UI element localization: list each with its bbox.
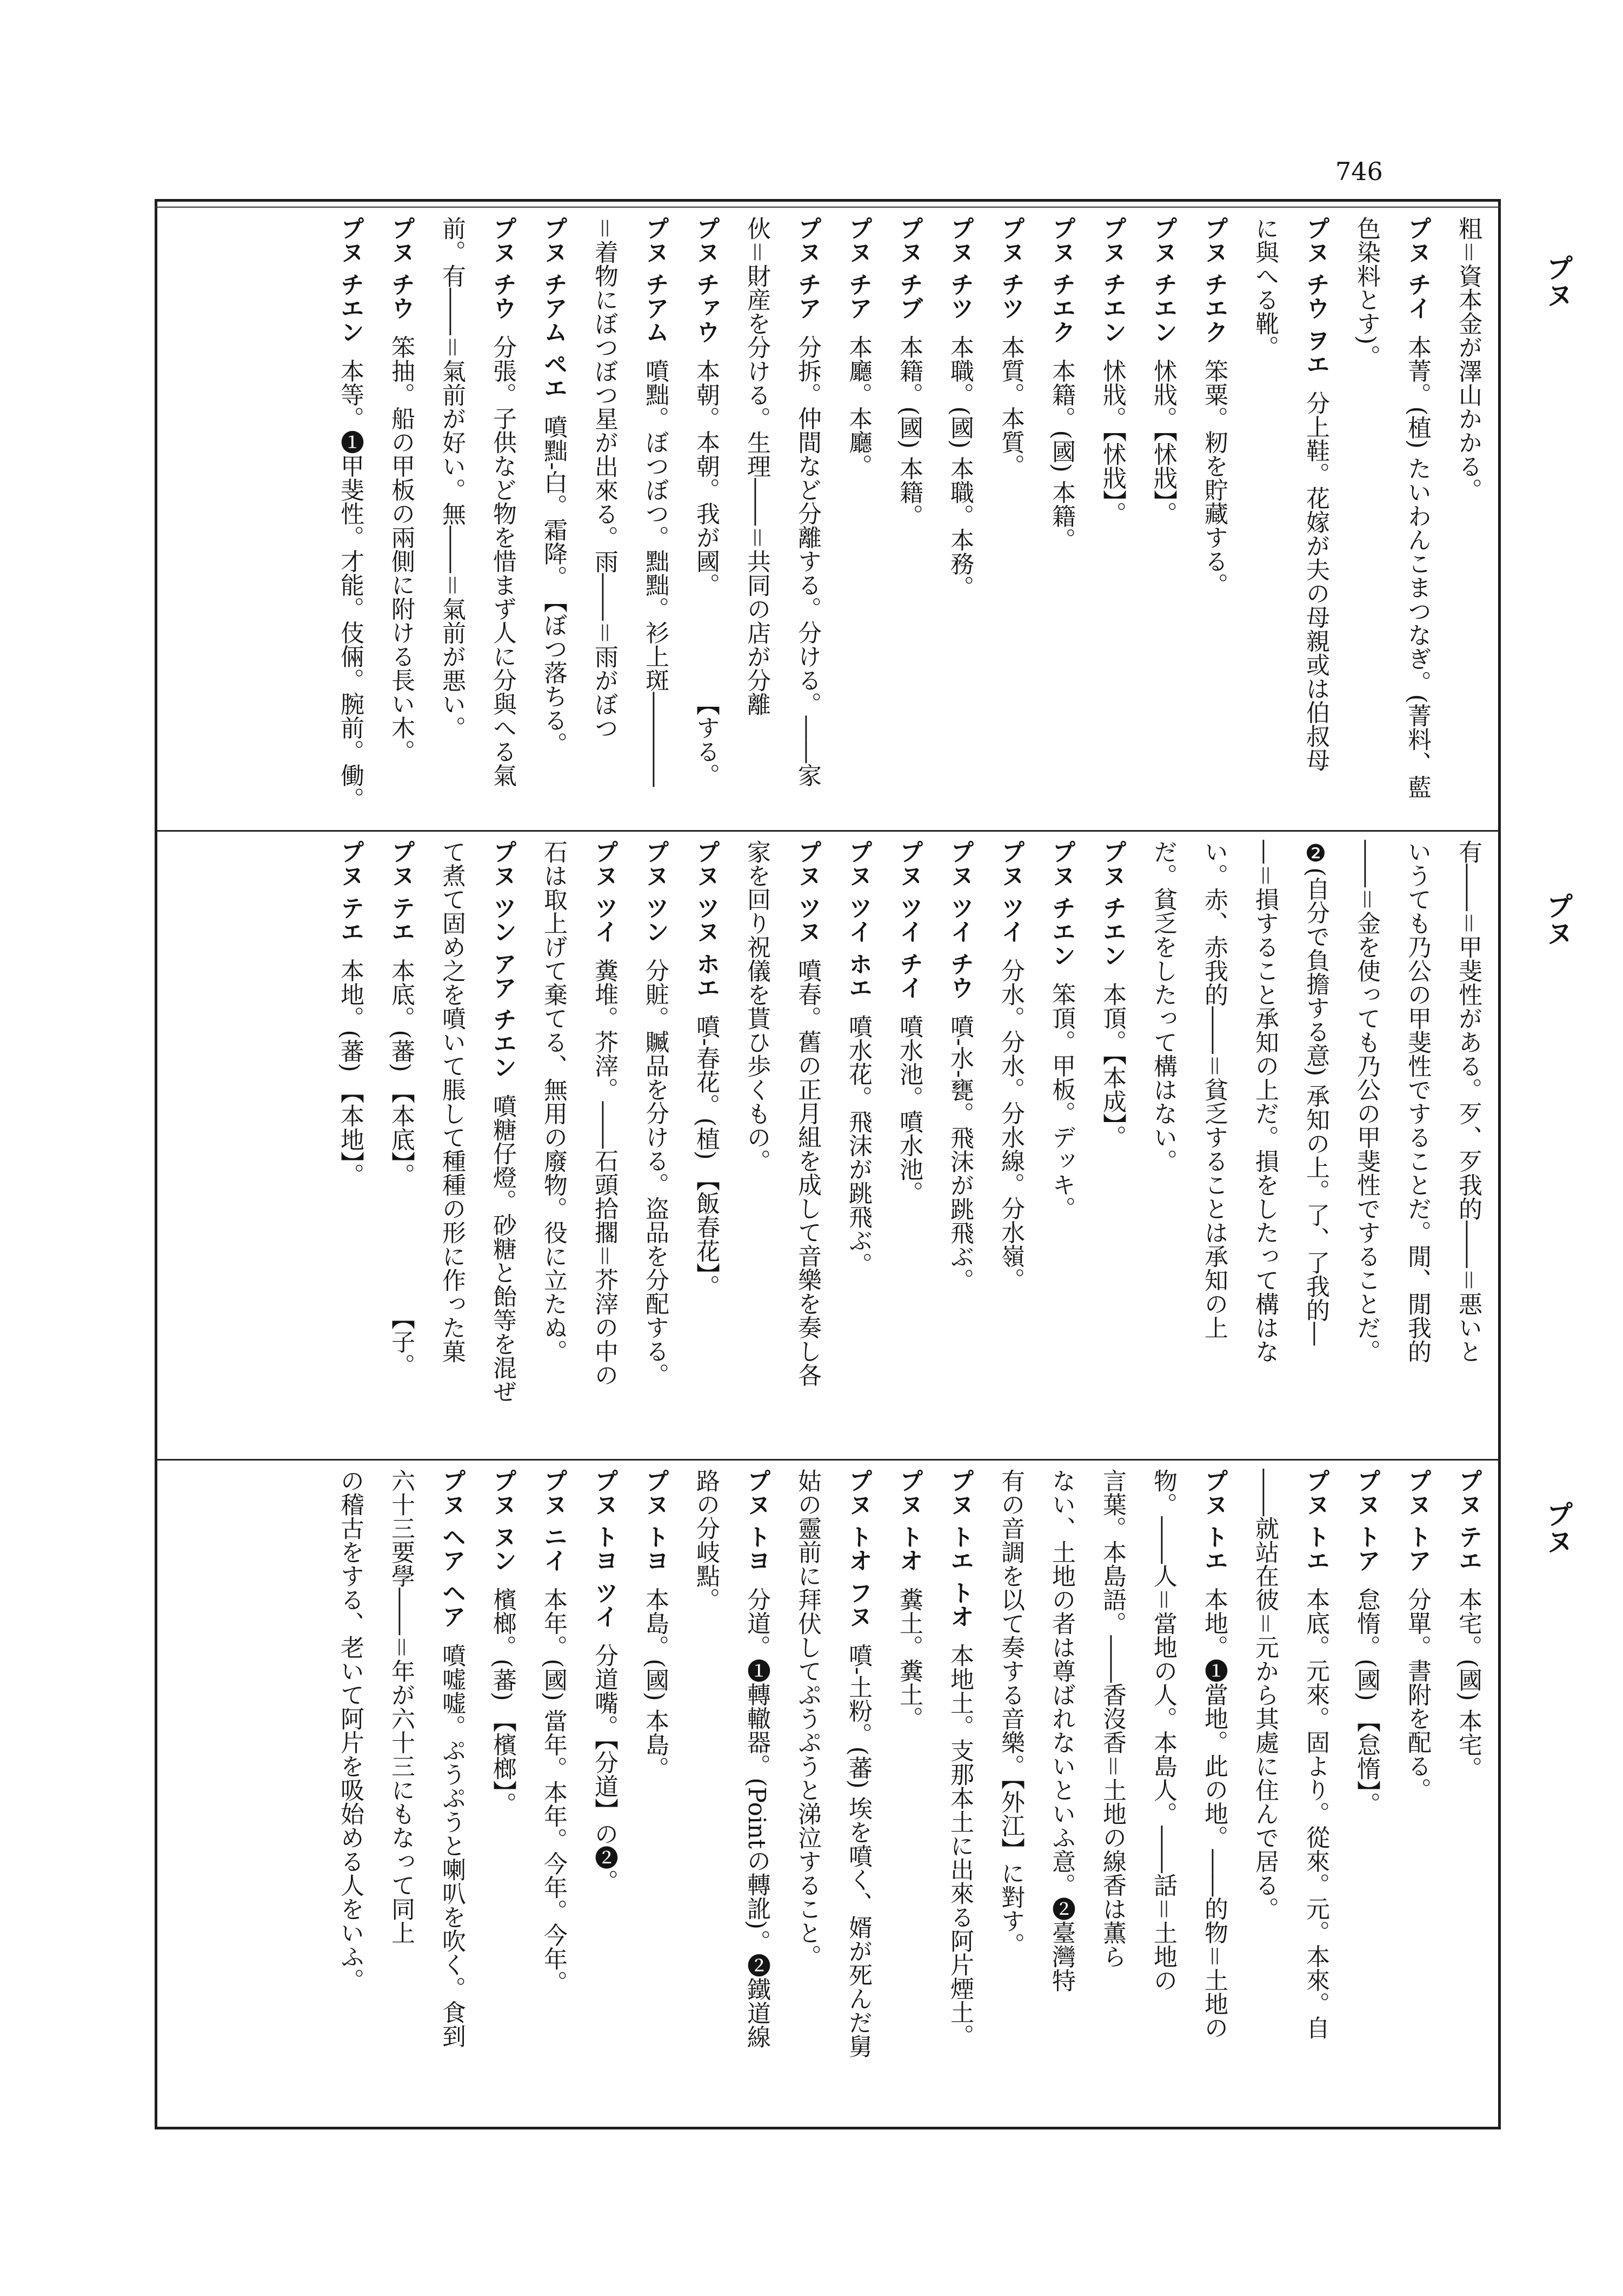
entry-headword: プヌ チウ <box>489 216 516 320</box>
dictionary-entry <box>1442 212 1493 827</box>
dictionary-entry <box>1290 212 1341 827</box>
entry-headword: プヌ ヘア ヘア <box>438 1469 465 1628</box>
entry-definition: いうても乃公の甲斐性ですることだ。閒、閒我的 <box>1404 840 1431 1363</box>
columns-bottom <box>162 1464 1493 2125</box>
entry-definition: て煮て固め之を噴いて脹して種種の形に作った菓 <box>438 840 465 1363</box>
entry-headword: プヌ チアム <box>641 216 669 344</box>
running-head-middle: プヌ <box>1542 892 1573 946</box>
entry-headword: プヌ トオ <box>895 1469 923 1572</box>
entry-headword: プヌ テエ <box>1454 1469 1482 1572</box>
entry-headword: プヌ チアム ペエ <box>540 216 567 400</box>
entry-definition: 噴嘘嘘。ぷうぷうと喇叭を吹く。食到 <box>438 1643 465 2048</box>
entry-definition: ＝着物にぼつぼつ星が出來る。雨――＝雨がぼつ <box>590 216 618 740</box>
dictionary-entry <box>1290 835 1341 1456</box>
dictionary-entry <box>629 1464 680 2125</box>
entry-definition: 分賍。贓品を分ける。盗品を分配する。 <box>641 958 669 1387</box>
entry-definition: 笨頂。甲板。デッキ。 <box>1048 982 1075 1220</box>
entry-headword: プヌ チウ <box>387 216 415 320</box>
entry-headword: プヌ チイ <box>1404 216 1431 320</box>
dictionary-entry <box>934 212 985 827</box>
dictionary-entry <box>629 835 680 1456</box>
entry-headword: プヌ トヨ <box>743 1469 770 1572</box>
entry-headword: プヌ トヨ <box>641 1469 669 1572</box>
dictionary-entry <box>680 212 731 827</box>
dictionary-entry <box>782 212 833 827</box>
dictionary-entry <box>1138 1464 1188 2125</box>
entry-definition: 本地。(蕃) 【本地】。 <box>336 958 364 1187</box>
dictionary-entry <box>375 1464 426 2125</box>
dictionary-entry <box>680 1464 731 2125</box>
dictionary-entry <box>528 835 578 1456</box>
entry-headword: プヌ ツイ チイ <box>895 840 923 999</box>
entry-headword: プヌ トヨ ツイ <box>590 1469 618 1628</box>
entry-headword: プヌ チエク <box>1048 216 1075 344</box>
band-divider-2 <box>155 1459 1501 1461</box>
entry-definition: 本宅。(國) 本宅。 <box>1454 1587 1482 1780</box>
entry-definition: 本地。❶當地。此の地。――的物＝土地の <box>1200 1587 1228 2040</box>
dictionary-entry <box>375 212 426 827</box>
entry-headword: プヌ チエク <box>1200 216 1228 344</box>
entry-definition: 路の分岐點。 <box>692 1469 720 1611</box>
dictionary-entry <box>426 1464 477 2125</box>
entry-definition: 檳榔。(蕃) 【檳榔】。 <box>489 1587 516 1816</box>
dictionary-entry <box>1442 1464 1493 2125</box>
entry-definition: 噴糖仔燈。砂糖と飴等を混ぜ <box>489 1093 516 1403</box>
dictionary-entry <box>324 835 375 1456</box>
entry-definition: ❷(自分で負擔する意) 承知の上。了、了我的― <box>1302 840 1329 1346</box>
frame-double-rule <box>155 207 1501 208</box>
entry-definition: 笨粟。籾を貯藏する。 <box>1200 359 1228 597</box>
dictionary-entry <box>1036 1464 1087 2125</box>
entry-definition: 分上鞋。花嫁が夫の母親或は伯叔母 <box>1302 390 1329 772</box>
entry-headword: プヌ ツイ <box>590 840 618 944</box>
entry-headword: プヌ トア <box>1353 1469 1380 1572</box>
dictionary-entry <box>324 1464 375 2125</box>
entry-headword: プヌ ツイ チウ <box>946 840 974 999</box>
entry-definition: 噴-土粉。(蕃) 埃を噴く、婿が死んだ舅 <box>844 1643 872 2058</box>
entry-headword: プヌ トア <box>1404 1469 1431 1572</box>
entry-definition: 本頂。【本成】。 <box>1099 982 1126 1149</box>
dictionary-entry <box>1239 1464 1290 2125</box>
dictionary-entry <box>426 212 477 827</box>
dictionary-entry <box>528 212 578 827</box>
entry-headword: プヌ ツヌ ホエ <box>692 840 720 999</box>
entry-band-middle <box>162 835 1493 1456</box>
entry-definition: い。赤、赤我的――＝貧乏することは承知の上 <box>1200 840 1228 1339</box>
entry-definition: 分道。❶轉轍器。(Pointの轉訛)。❷鐵道線 <box>743 1587 770 2049</box>
entry-headword: プヌ ツヌ <box>794 840 821 944</box>
entry-definition: 本等。❶甲斐性。才能。伎倆。腕前。働。 <box>336 359 364 811</box>
entry-definition: 噴水花。飛沫が跳飛ぶ。 <box>844 1014 872 1276</box>
dictionary-entry <box>426 835 477 1456</box>
columns-middle <box>162 835 1493 1456</box>
dictionary-entry <box>477 212 528 827</box>
dictionary-entry <box>680 835 731 1456</box>
entry-headword: プヌ チウ ヲエ <box>1302 216 1329 376</box>
entry-definition: に與へる靴。 <box>1251 216 1279 359</box>
entry-headword: プヌ トエ トオ <box>946 1469 974 1628</box>
entry-headword: プヌ ツン <box>641 840 669 944</box>
dictionary-entry <box>833 835 883 1456</box>
dictionary-entry <box>1239 835 1290 1456</box>
page-number: 746 <box>1335 157 1383 186</box>
entry-headword: プヌ トエ <box>1200 1469 1228 1572</box>
running-head-bottom: プヌ <box>1542 1501 1573 1555</box>
dictionary-entry <box>578 212 629 827</box>
entry-definition: 言葉。本島語。――香沒香＝土地の線香は薫ら <box>1099 1469 1126 1968</box>
entry-headword: プヌ テエ <box>336 840 364 944</box>
entry-definition: 姑の靈前に拜伏してぷうぷうと涕泣すること。 <box>794 1469 821 1968</box>
entry-band-bottom <box>162 1464 1493 2125</box>
dictionary-entry <box>883 1464 934 2125</box>
entry-definition: 糞土。糞土。 <box>895 1587 923 1730</box>
entry-definition: だ。貧乏をしたって構はない。 <box>1149 840 1177 1173</box>
entry-definition: 石は取上げて棄てる、無用の廢物。役に立たぬ。 <box>540 840 567 1363</box>
entry-definition: ――＝金を使っても乃公の甲斐性ですることだ。 <box>1353 840 1380 1363</box>
dictionary-entry <box>528 1464 578 2125</box>
dictionary-entry <box>1036 212 1087 827</box>
dictionary-entry <box>1138 835 1188 1456</box>
entry-headword: プヌ ツン アア チエン <box>489 840 516 1079</box>
dictionary-entry <box>1087 835 1138 1456</box>
dictionary-entry <box>1392 1464 1442 2125</box>
entry-definition: 分單。書附を配る。 <box>1404 1587 1431 1802</box>
entry-headword: プヌ チエン <box>1048 840 1075 967</box>
dictionary-entry <box>1341 835 1392 1456</box>
dictionary-entry <box>477 835 528 1456</box>
entry-definition: 前。有――＝氣前が好い。無――＝氣前が悪い。 <box>438 216 465 740</box>
entry-headword: プヌ トエ <box>1302 1469 1329 1572</box>
entry-definition: 笨抽。船の甲板の兩側に附ける長い木。 <box>387 335 415 764</box>
entry-definition: 本島。(國) 本島。 <box>641 1587 669 1780</box>
entry-definition: 物。――人＝當地の人。本島人。――話＝土地の <box>1149 1469 1177 1992</box>
entry-definition: 本底。(蕃) 【本底】。 【子。 <box>387 958 415 1377</box>
entry-definition: 本籍。(國) 本籍。 <box>895 335 923 528</box>
dictionary-entry <box>578 835 629 1456</box>
columns-top <box>162 212 1493 827</box>
dictionary-entry <box>985 212 1036 827</box>
dictionary-entry <box>985 835 1036 1456</box>
dictionary-entry <box>1087 212 1138 827</box>
entry-definition: 家を回り祝儀を貰ひ歩くもの。 <box>743 840 770 1173</box>
entry-definition: 色染料とす)。 <box>1353 216 1380 369</box>
entry-definition: 粗＝資本金が澤山かかる。 <box>1454 216 1482 502</box>
dictionary-entry <box>1442 835 1493 1456</box>
entry-definition: 分水。分水。分水線。分水嶺。 <box>997 958 1025 1292</box>
entry-definition: 本底。元來。固より。從來。元。本來。自 <box>1302 1587 1329 2040</box>
running-head-top: プヌ <box>1542 254 1573 308</box>
entry-headword: プヌ チァウ <box>692 216 720 344</box>
dictionary-entry <box>1188 212 1239 827</box>
dictionary-entry <box>934 1464 985 2125</box>
dictionary-entry <box>324 212 375 827</box>
entry-definition: の稽古をする、老いて阿片を吸始める人をいふ。 <box>336 1469 364 1992</box>
entry-headword: プヌ チブ <box>895 216 923 320</box>
entry-definition: 有――＝甲斐性がある。歹、歹我的――＝悪いと <box>1454 840 1482 1363</box>
dictionary-entry <box>731 212 782 827</box>
dictionary-entry <box>934 835 985 1456</box>
dictionary-entry <box>1188 835 1239 1456</box>
dictionary-entry <box>985 1464 1036 2125</box>
entry-definition: 糞堆。芥滓。――石頭拾擱＝芥滓の中の <box>590 958 618 1387</box>
entry-definition: 噴黜。ぼつぼつ。黜黜。衫上斑―――― <box>641 359 669 787</box>
entry-headword: プヌ テエ <box>387 840 415 944</box>
entry-definition: 噴春。舊の正月組を成して音樂を奏し各 <box>794 958 821 1387</box>
entry-headword: プヌ チエン <box>1099 216 1126 344</box>
dictionary-entry <box>883 835 934 1456</box>
dictionary-entry <box>1239 212 1290 827</box>
entry-definition: 分道嘴。【分道】の❷。 <box>590 1643 618 1893</box>
entry-definition: 本菁。(植) たいわんこまつなぎ。(菁料、藍 <box>1404 335 1431 799</box>
entry-definition: 伙＝財産を分ける。生理――＝共同の店が分離 <box>743 216 770 716</box>
dictionary-entry <box>1341 212 1392 827</box>
entry-definition: 噴黜-白。霜降。 【ぼつ落ちる。 <box>540 414 567 756</box>
entry-headword: プヌ ツイ <box>997 840 1025 944</box>
entry-definition: 本籍。(國) 本籍。 <box>1048 359 1075 552</box>
entry-definition: 六十三要學――＝年が六十三にもなって同上 <box>387 1469 415 1945</box>
entry-headword: プヌ チア <box>844 216 872 320</box>
entry-definition: 噴-春花。(植) 【飯春花】。 <box>692 1014 720 1298</box>
dictionary-entry <box>578 1464 629 2125</box>
dictionary-entry <box>629 212 680 827</box>
entry-definition: 本地土。支那本土に出來る阿片煙土。 <box>946 1643 974 2048</box>
entry-definition: 分張。子供など物を惜まず人に分與へる氣 <box>489 335 516 787</box>
entry-headword: プヌ チア <box>794 216 821 320</box>
dictionary-entry <box>1290 1464 1341 2125</box>
dictionary-entry <box>1392 212 1442 827</box>
entry-definition: 怵戕。【怵戕】。 <box>1149 359 1177 526</box>
dictionary-entry <box>1188 1464 1239 2125</box>
dictionary-entry <box>1036 835 1087 1456</box>
entry-headword: プヌ チエン <box>1149 216 1177 344</box>
band-divider-1 <box>155 830 1501 832</box>
entry-definition: ない、土地の者は尊ばれないといふ意。❷臺灣特 <box>1048 1469 1075 1992</box>
entry-definition: 怠惰。(國) 【怠惰】。 <box>1353 1587 1380 1816</box>
entry-definition: ――就站在彼＝元から其處に住んで居る。 <box>1251 1469 1279 1921</box>
dictionary-entry <box>833 212 883 827</box>
dictionary-entry <box>731 1464 782 2125</box>
entry-definition: 怵戕。【怵戕】。 <box>1099 359 1126 526</box>
entry-definition: 有の音調を以て奏する音樂。【外江】に對す。 <box>997 1469 1025 1956</box>
entry-band-top <box>162 212 1493 827</box>
dictionary-entry <box>1138 212 1188 827</box>
entry-headword: プヌ チエン <box>1099 840 1126 967</box>
dictionary-entry <box>1087 1464 1138 2125</box>
entry-headword: プヌ チツ <box>997 216 1025 320</box>
dictionary-entry <box>782 1464 833 2125</box>
dictionary-entry <box>1341 1464 1392 2125</box>
entry-headword: プヌ ヌン <box>489 1469 516 1572</box>
entry-headword: プヌ ニイ <box>540 1469 567 1572</box>
dictionary-entry <box>782 835 833 1456</box>
dictionary-entry <box>883 212 934 827</box>
entry-definition: 本廳。本廳。 <box>844 335 872 478</box>
entry-definition: 本年。(國) 當年。本年。今年。今年。 <box>540 1587 567 1994</box>
dictionary-entry <box>477 1464 528 2125</box>
entry-headword: プヌ チツ <box>946 216 974 320</box>
dictionary-entry <box>1392 835 1442 1456</box>
dictionary-entry <box>731 835 782 1456</box>
entry-headword: プヌ ツイ ホエ <box>844 840 872 999</box>
entry-definition: 本質。本質。 <box>997 335 1025 478</box>
entry-definition: 分拆。仲間など分離する。分ける。――家 <box>794 335 821 787</box>
entry-headword: プヌ トオ フヌ <box>844 1469 872 1628</box>
entry-headword: プヌ チエン <box>336 216 364 344</box>
entry-definition: 噴水池。噴水池。 <box>895 1014 923 1205</box>
entry-definition: 本職。(國) 本職。本務。 <box>946 335 974 599</box>
entry-definition: 噴-水-甕。飛沫が跳飛ぶ。 <box>946 1014 974 1292</box>
entry-definition: 本朝。本朝。我が國。 【する。 <box>692 359 720 787</box>
dictionary-entry <box>833 1464 883 2125</box>
entry-definition: ―＝損すること承知の上だ。損をしたって構はな <box>1251 840 1279 1363</box>
dictionary-entry <box>375 835 426 1456</box>
